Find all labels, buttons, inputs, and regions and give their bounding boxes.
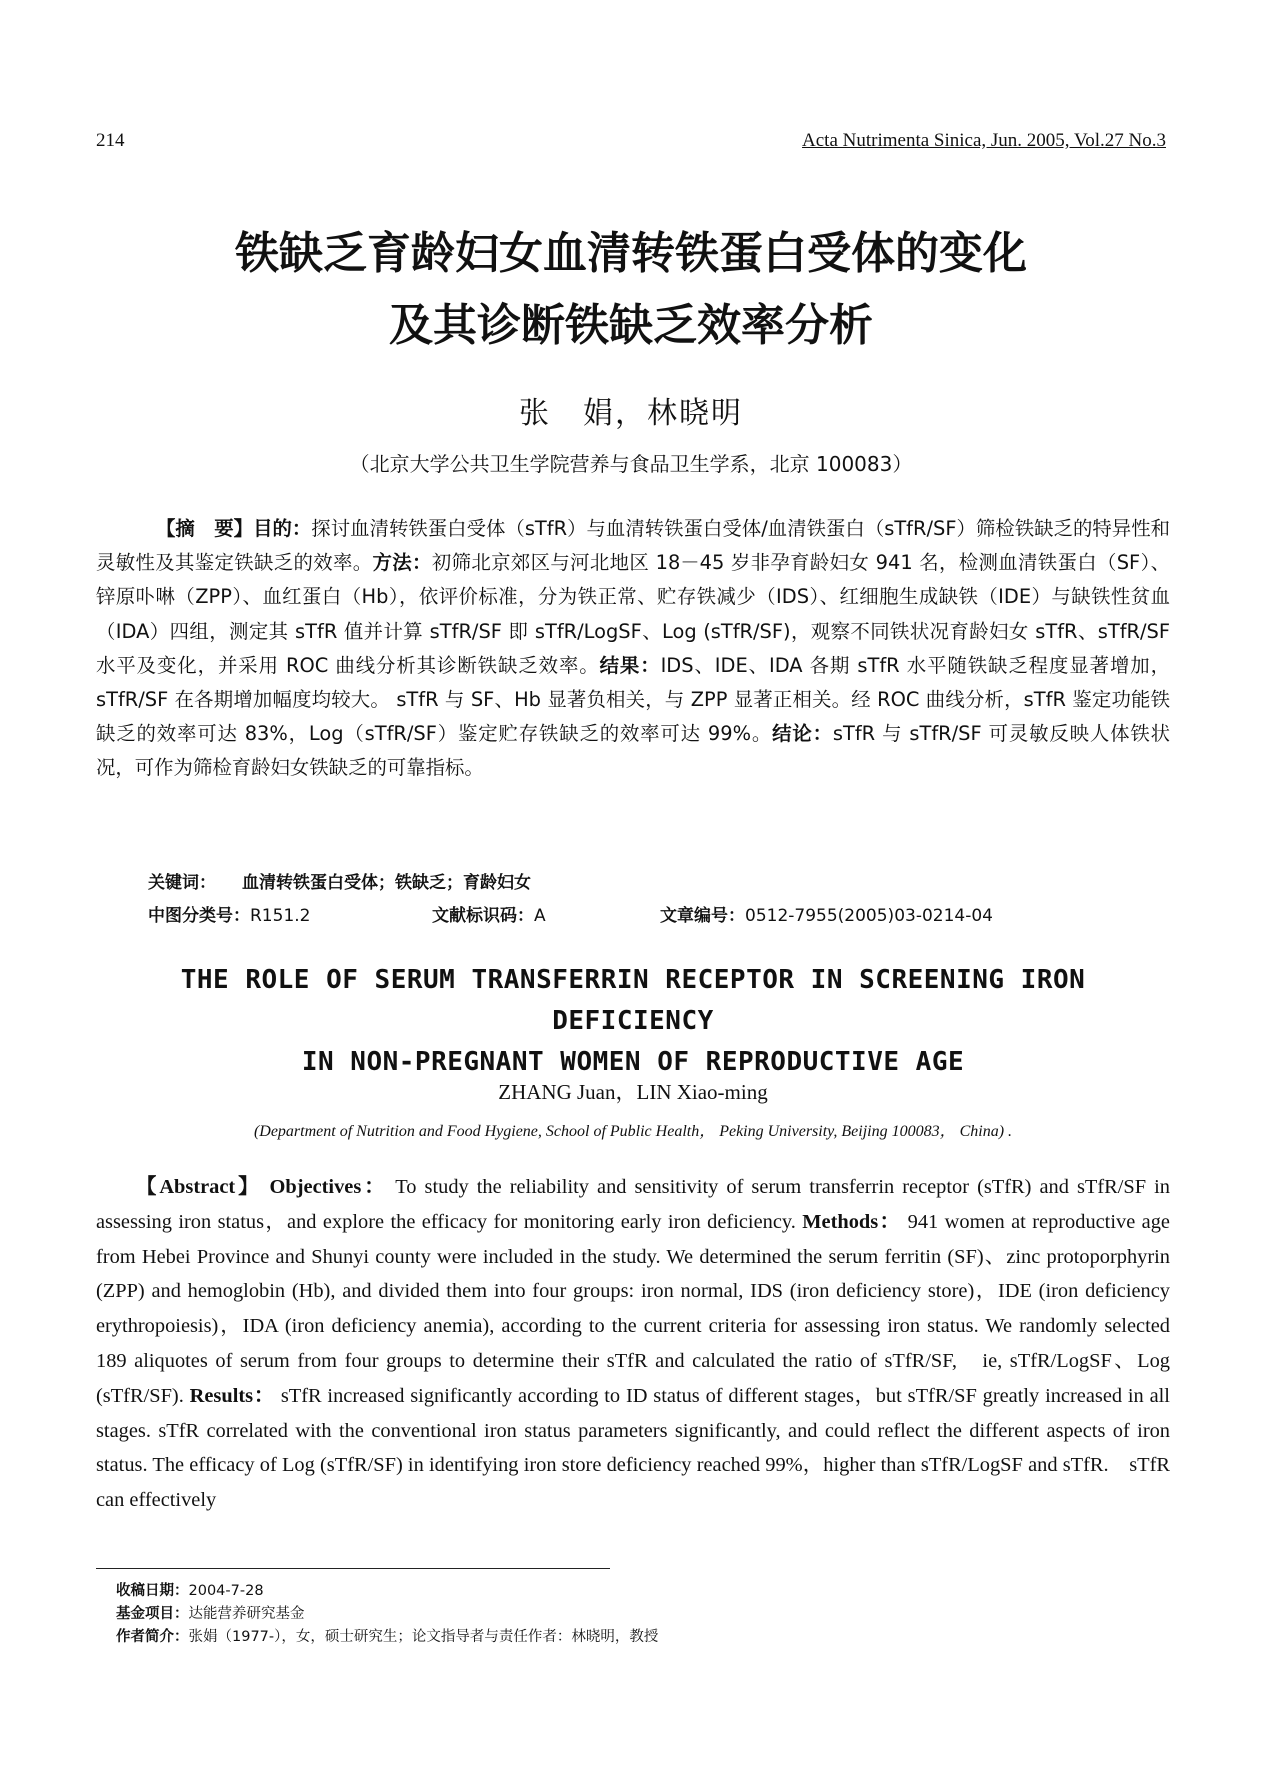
fund-label: 基金项目： [116, 1606, 189, 1622]
chinese-abstract [96, 512, 1170, 786]
received-label: 收稿日期： [116, 1583, 189, 1599]
doc-code-label: 文献标识码： [432, 906, 534, 926]
chinese-objective-label: 目的： [253, 517, 312, 540]
chinese-methods-label: 方法： [372, 551, 432, 575]
fund-value: 达能营养研究基金 [188, 1606, 305, 1622]
clc-label: 中图分类号： [148, 906, 250, 926]
chinese-methods-text: 初筛北京郊区与河北地区 18－45 岁非孕育龄妇女 941 名，检测血清铁蛋白（SF）、锌原卟啉（ZPP）、血红蛋白（Hb），依评价标准，分为铁正常、贮存铁减少（IDS）、红细胞生成缺铁（IDE）与缺铁性贫血（IDA）四组，测定其 sTfR 值并计算 sTfR/SF 即 sTfR/LogSF、Log (sTfR/SF)，观察不同铁状况育龄妇女 sTfR、sTfR/SF 水平及变化，并采用 ROC 曲线分析其诊断铁缺乏效率。 [96, 551, 1171, 677]
author-value: 张娟（1977-），女，硕士研究生；论文指导者与责任作者：林晓明，教授 [188, 1629, 659, 1645]
keywords-value: 血清转铁蛋白受体；铁缺乏；育龄妇女 [242, 873, 531, 893]
chinese-title-line-2: 及其诊断铁缺乏效率分析 [389, 300, 873, 351]
journal-citation: Acta Nutrimenta Sinica, Jun. 2005, Vol.27 No.3 [802, 130, 1166, 151]
footnote-fund [116, 1603, 658, 1626]
article-number-label: 文章编号： [660, 906, 745, 926]
chinese-results-label: 结果： [599, 653, 661, 677]
english-title-line-1: THE ROLE OF SERUM TRANSFERRIN RECEPTOR IN SCREENING IRON DEFICIENCY [180, 965, 1086, 1036]
footnote-divider [96, 1568, 610, 1569]
english-abstract [96, 1170, 1170, 1518]
clc-value: R151.2 [250, 906, 311, 926]
english-objectives-label: Objectives： [269, 1176, 388, 1198]
chinese-conclusion-label: 结论： [772, 722, 833, 746]
english-objectives-text: To study the reliability and sensitivity of serum transferrin receptor (sTfR) and sTfR/SF in assessing iron status，and explore the efficacy for monitoring early iron deficiency. [96, 1176, 1170, 1233]
english-results-text: sTfR increased significantly according to ID status of different stages，but sTfR/SF greatly increased in all stages. sTfR correlated with the conventional iron status parameters significantly, and could reflect the different aspects of iron status. The efficacy of Log (sTfR/SF) in identifying iron store deficiency reached 99%，higher than sTfR/LogSF and sTfR. sTfR can effectively [96, 1384, 1170, 1512]
english-methods-text: 941 women at reproductive age from Hebei Province and Shunyi county were included in the study. We determined the serum ferritin (SF)、zinc protoporphyrin (ZPP) and hemoglobin (Hb), and divided them into four groups: iron normal, IDS (iron deficiency store)，IDE (iron deficiency erythropoiesis)，IDA (iron deficiency anemia), according to the current criteria for assessing iron status. We randomly selected 189 aliquotes of serum from four groups to determine their sTfR and calculated the ratio of sTfR/SF, ie, sTfR/LogSF、Log (sTfR/SF). [96, 1210, 1170, 1407]
chinese-affiliation: （北京大学公共卫生学院营养与食品卫生学系，北京 100083） [349, 452, 913, 476]
keywords-label: 关键词： [148, 873, 216, 893]
english-authors: ZHANG Juan，LIN Xiao-ming [498, 1080, 768, 1104]
footnotes [116, 1580, 658, 1649]
chinese-objective-text: 探讨血清转铁蛋白受体（sTfR）与血清转铁蛋白受体/血清铁蛋白（sTfR/SF）筛检铁缺乏的特异性和灵敏性及其鉴定铁缺乏的效率。 [96, 517, 1170, 575]
english-affiliation: (Department of Nutrition and Food Hygiene, School of Public Health， Peking University, Beijing 100083， China) . [253, 1123, 1013, 1140]
keywords-row [148, 868, 531, 893]
doc-code-value: A [534, 906, 546, 926]
english-title-line-2: IN NON-PREGNANT WOMEN OF REPRODUCTIVE AGE [301, 1047, 965, 1077]
chinese-results-text: IDS、IDE、IDA 各期 sTfR 水平随铁缺乏程度显著增加，sTfR/SF 在各期增加幅度均较大。 sTfR 与 SF、Hb 显著负相关，与 ZPP 显著正相关。经 ROC 曲线分析，sTfR 鉴定功能铁缺乏的效率可达 83%，Log（sTfR/SF）鉴定贮存铁缺乏的效率可达 99%。 [96, 653, 1171, 746]
chinese-title [96, 218, 1166, 362]
chinese-authors: 张 娟，林晓明 [519, 396, 743, 431]
page-number: 214 [96, 130, 125, 151]
article-number-value: 0512-7955(2005)03-0214-04 [745, 906, 993, 926]
running-header [96, 130, 1166, 158]
english-methods-label: Methods： [802, 1210, 902, 1233]
english-results-label: Results： [189, 1384, 275, 1407]
footnote-received [116, 1580, 658, 1603]
received-value: 2004-7-28 [188, 1583, 264, 1599]
english-title [96, 960, 1170, 1083]
chinese-title-line-1: 铁缺乏育龄妇女血清转铁蛋白受体的变化 [235, 228, 1027, 279]
author-label: 作者简介： [116, 1629, 189, 1645]
chinese-abstract-label: 【摘 要】 [156, 517, 254, 540]
chinese-conclusion-text: sTfR 与 sTfR/SF 可灵敏反映人体铁状况，可作为筛检育龄妇女铁缺乏的可靠指标。 [96, 722, 1171, 780]
footnote-author [116, 1626, 658, 1649]
english-abstract-label: 【Abstract】 [136, 1176, 262, 1198]
